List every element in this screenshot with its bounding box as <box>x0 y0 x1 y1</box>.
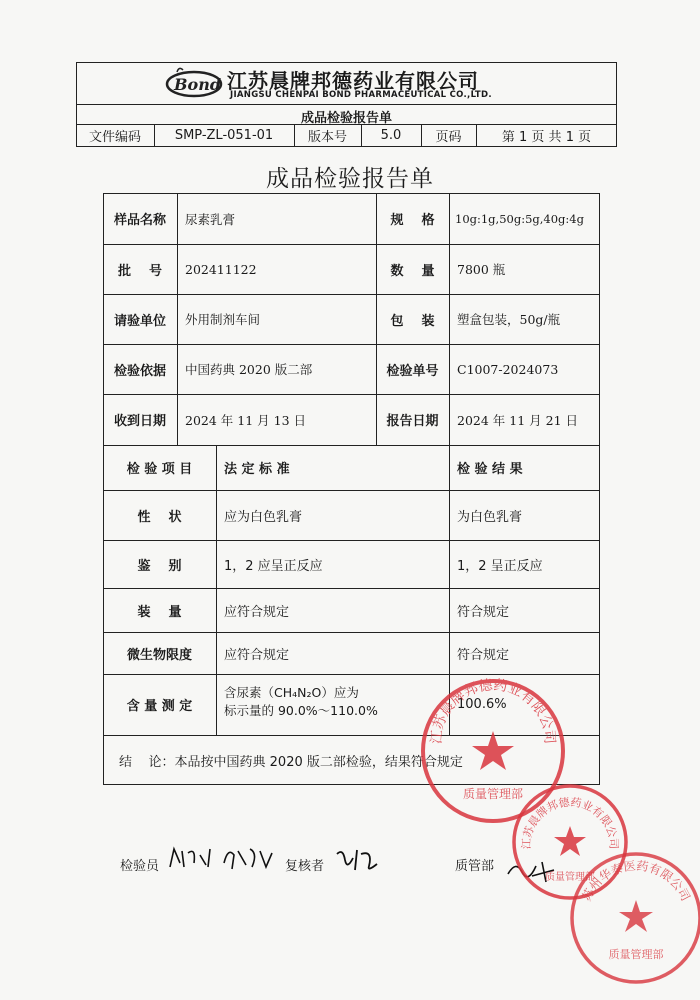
table-row-standard: 1，2 应呈正反应 <box>224 558 323 574</box>
table-row-item: 性 状 <box>137 509 182 525</box>
form-title: 成品检验报告单 <box>300 111 392 126</box>
doc-no-label: 文件编码 <box>88 130 141 145</box>
table-row-standard: 应符合规定 <box>224 647 290 663</box>
table-row-standard: 应为白色乳膏 <box>224 509 303 525</box>
letterhead-divider <box>76 104 617 105</box>
basis-label: 检验依据 <box>113 363 166 379</box>
table-row-result: 为白色乳膏 <box>457 509 523 525</box>
quantity-label: 数 量 <box>390 263 435 279</box>
company-name-en: JIANGSU CHENPAI BOND PHARMACEUTICAL CO.,LTD. <box>230 90 492 100</box>
seal-text: 江苏晨牌邦德药业有限公司 <box>428 677 558 745</box>
table-row-standard: 应符合规定 <box>224 604 290 620</box>
report-date-value: 2024 年 11 月 21 日 <box>457 412 578 428</box>
content-standard-line1: 含尿素（CH₄N₂O）应为 <box>224 685 359 700</box>
package-label: 包 装 <box>390 313 435 329</box>
package-value: 塑盒包装，50g/瓶 <box>457 312 561 327</box>
version-value: 5.0 <box>380 128 402 143</box>
logo-text: Bond <box>174 75 222 94</box>
col-header-result: 检 验 结 果 <box>457 462 523 477</box>
seal-text: 质量管理部 <box>545 872 595 883</box>
seal-text: 苏州华泰医药有限公司 <box>579 858 693 904</box>
content-standard-line2: 标示量的 90.0%～110.0% <box>224 703 378 718</box>
seal-text: 江苏晨牌邦德药业有限公司 <box>519 795 621 850</box>
page-label: 页码 <box>435 130 462 145</box>
table-row-result: 1，2 呈正反应 <box>457 558 543 574</box>
company-name-cn: 江苏晨牌邦德药业有限公司 <box>227 69 479 93</box>
conclusion-text: 结 论：本品按中国药典 2020 版二部检验，结果符合规定 <box>119 754 463 770</box>
inspector-label: 检验员 <box>120 859 160 874</box>
version-label: 版本号 <box>307 130 347 145</box>
report-title: 成品检验报告单 <box>266 166 434 192</box>
basis-value: 中国药典 2020 版二部 <box>185 362 313 377</box>
seal-text <box>579 859 692 904</box>
sample-name-label: 样品名称 <box>113 213 166 228</box>
reviewer-label: 复核者 <box>285 859 325 874</box>
requester-label: 请验单位 <box>113 313 166 329</box>
table-row-item: 微生物限度 <box>126 647 192 663</box>
quantity-value: 7800 瓶 <box>457 262 506 277</box>
table-row-standard <box>224 684 444 720</box>
page-value: 第 1 页 共 1 页 <box>501 130 592 145</box>
seal-text: 质量管理部 <box>462 787 524 801</box>
inspection-no-label: 检验单号 <box>386 363 439 379</box>
table-row-result: 符合规定 <box>457 604 510 620</box>
table-row-result: 符合规定 <box>457 647 510 663</box>
batch-label: 批 号 <box>117 263 163 279</box>
table-row-item: 含 量 测 定 <box>126 699 193 714</box>
col-header-item: 检 验 项 目 <box>126 462 193 477</box>
received-value: 2024 年 11 月 13 日 <box>185 412 306 428</box>
col-header-standard: 法 定 标 准 <box>224 462 290 477</box>
reviewer-signature <box>333 844 383 878</box>
received-label: 收到日期 <box>113 414 166 429</box>
requester-value: 外用制剂车间 <box>185 312 261 327</box>
seal-text: 质量管理部 <box>608 948 664 961</box>
report-date-label: 报告日期 <box>386 414 439 429</box>
inspection-no-value: C1007-2024073 <box>457 361 559 377</box>
spec-label: 规 格 <box>390 213 435 228</box>
spec-value: 10g:1g,50g:5g,40g:4g <box>455 211 584 226</box>
table-row-item: 鉴 别 <box>137 558 182 574</box>
company-logo <box>165 64 223 100</box>
inspector-signature <box>166 843 286 877</box>
doc-no-value: SMP-ZL-051-01 <box>174 128 274 143</box>
sample-name-value: 尿素乳膏 <box>185 211 236 227</box>
table-row-result: 100.6% <box>457 697 507 712</box>
table-row-item: 装 量 <box>137 604 182 620</box>
batch-value: 202411122 <box>185 261 257 277</box>
quality-seal-3 <box>568 848 700 988</box>
qa-label: 质管部 <box>455 859 495 874</box>
